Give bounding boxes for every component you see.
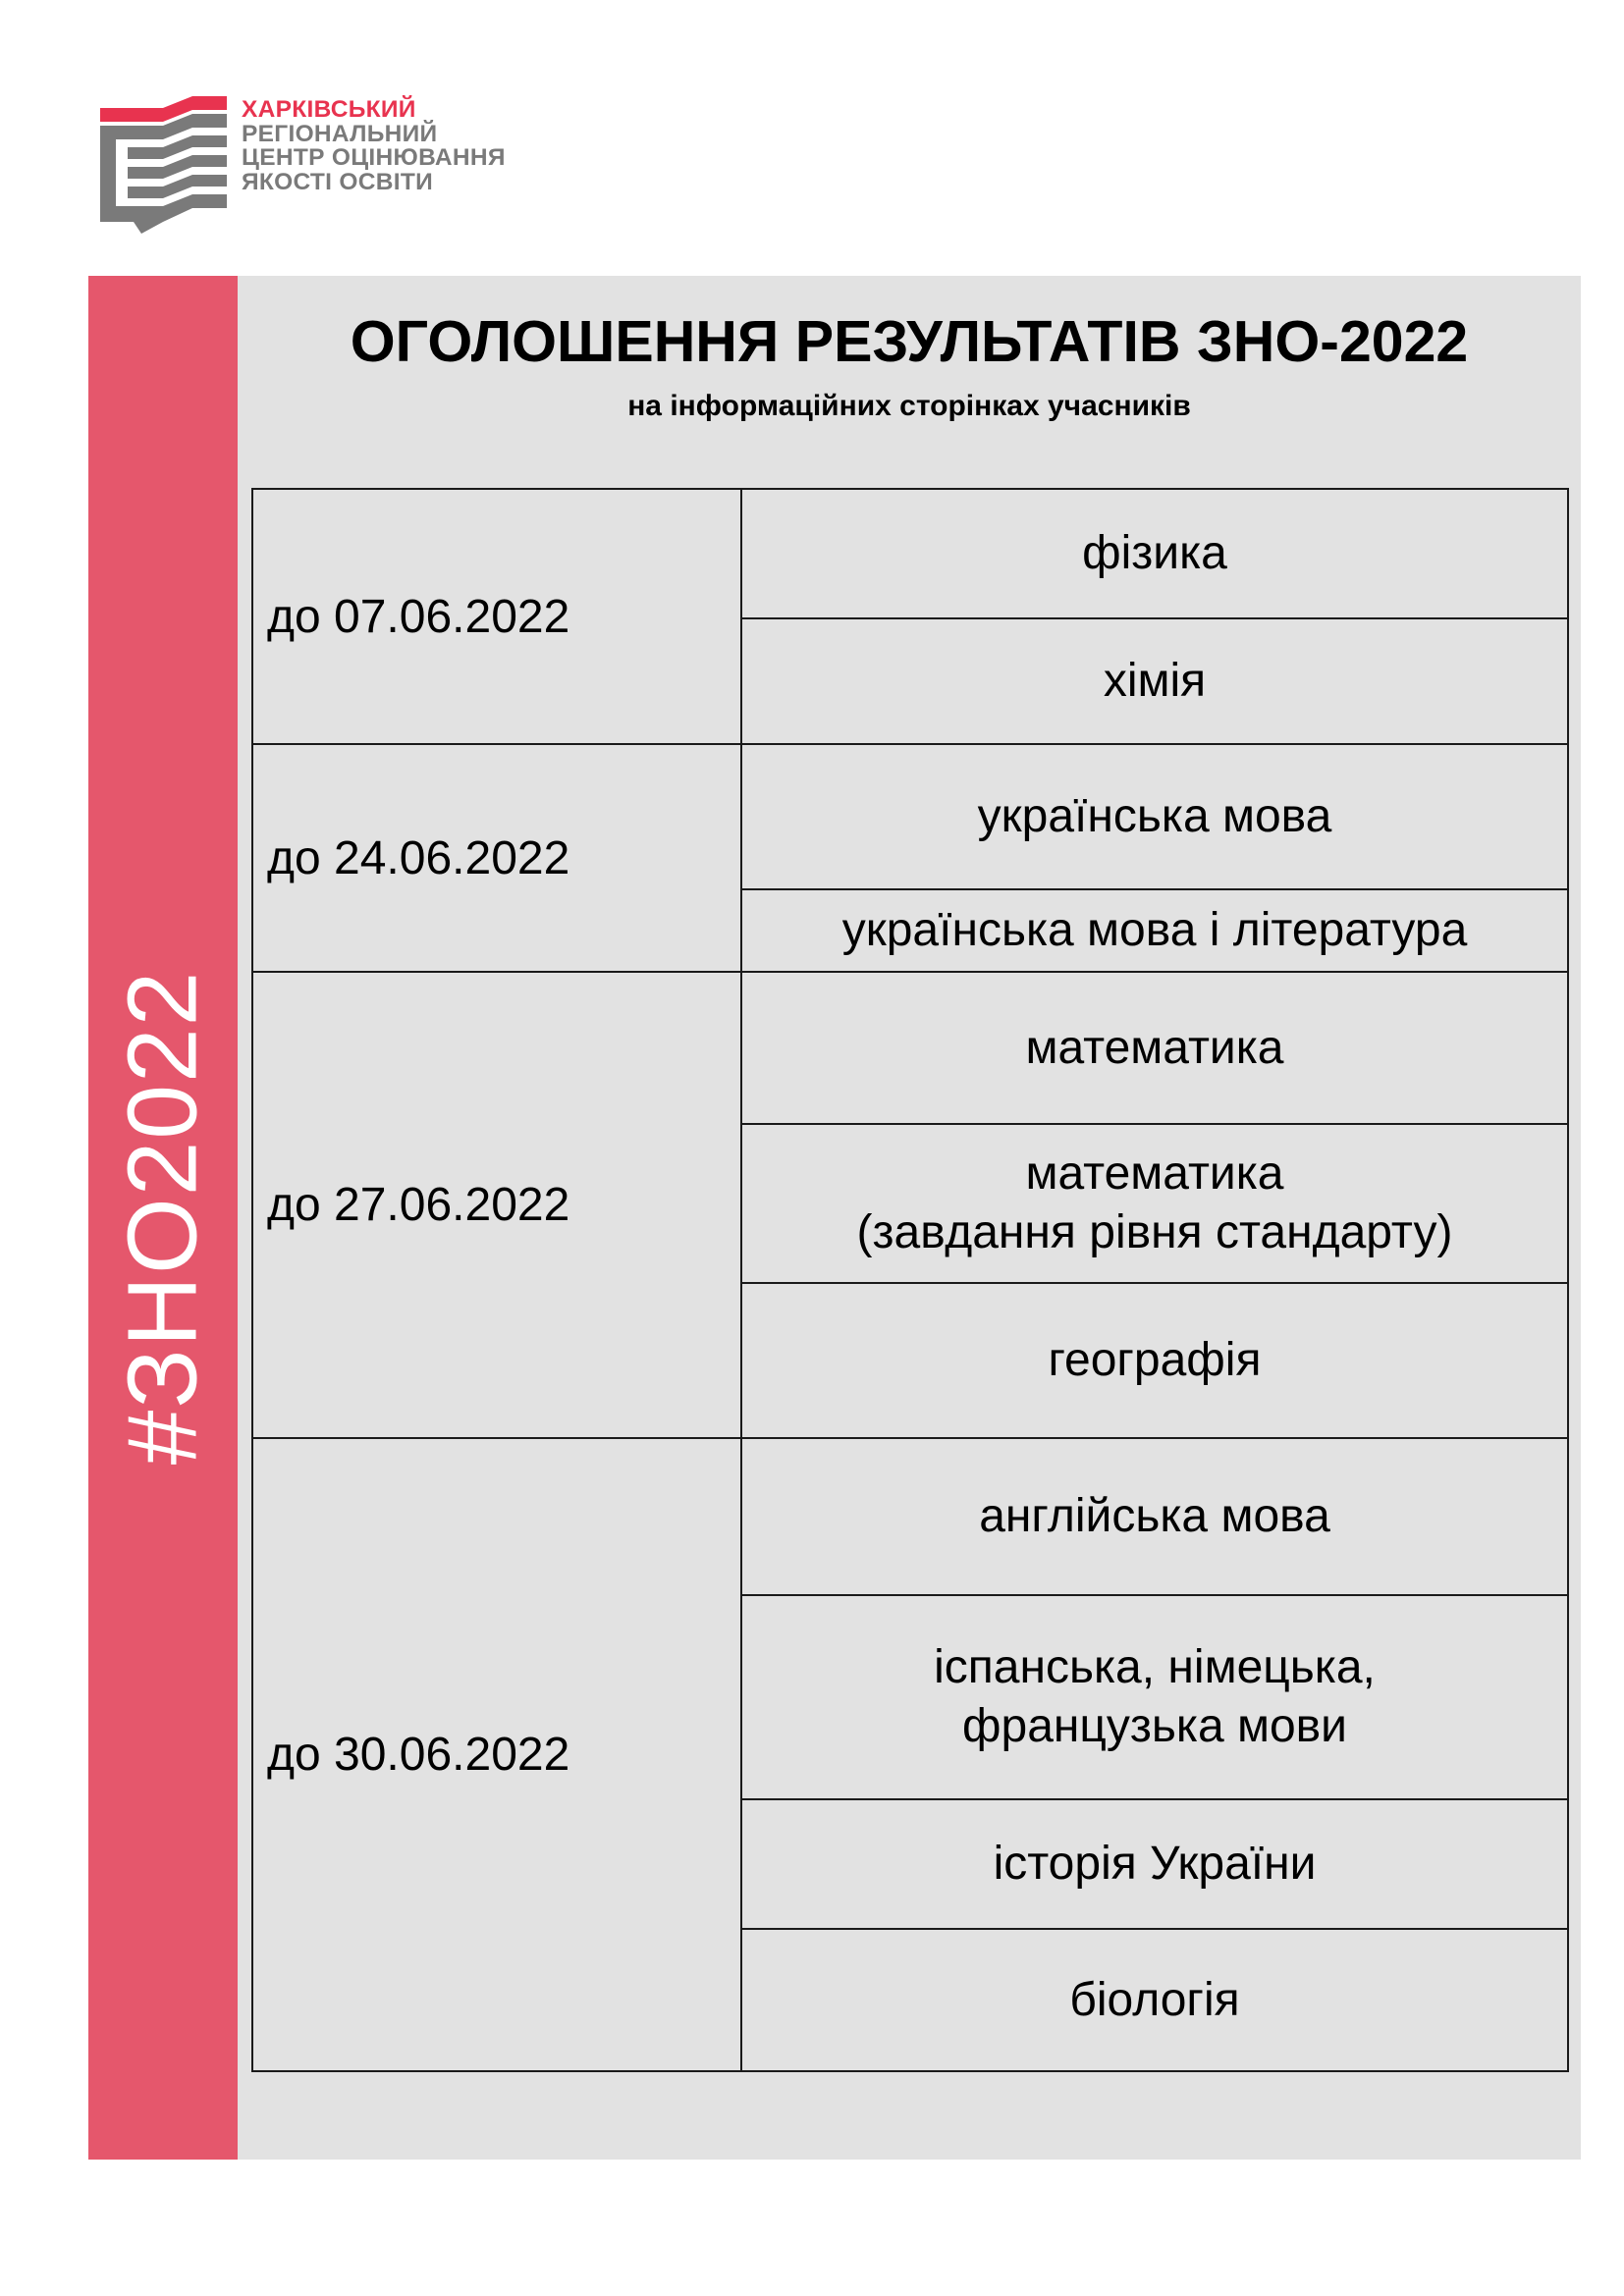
- page-title: ОГОЛОШЕННЯ РЕЗУЛЬТАТІВ ЗНО-2022: [350, 309, 1469, 374]
- subject-cell: англійська мова: [741, 1438, 1568, 1595]
- date-cell: до 27.06.2022: [252, 972, 741, 1438]
- logo: [94, 96, 546, 234]
- schedule-table: [251, 488, 1569, 2072]
- subject-cell: фізика: [741, 489, 1568, 618]
- table-row: [252, 489, 1568, 618]
- page-subtitle: на інформаційних сторінках учасників: [627, 390, 1191, 422]
- hashtag-label: #ЗНО2022: [107, 969, 218, 1466]
- date-cell: до 07.06.2022: [252, 489, 741, 744]
- subject-cell: математика (завдання рівня стандарту): [741, 1124, 1568, 1283]
- date-cell: до 30.06.2022: [252, 1438, 741, 2071]
- subject-cell: математика: [741, 972, 1568, 1124]
- subject-cell: біологія: [741, 1929, 1568, 2071]
- table-row: [252, 744, 1568, 889]
- date-cell: до 24.06.2022: [252, 744, 741, 972]
- subject-cell: українська мова: [741, 744, 1568, 889]
- subject-cell: географія: [741, 1283, 1568, 1438]
- logo-line-1: ХАРКІВСЬКИЙ: [242, 96, 416, 123]
- subject-cell: іспанська, німецька, французька мови: [741, 1595, 1568, 1799]
- subject-cell: історія України: [741, 1799, 1568, 1929]
- logo-line-4: ЯКОСТІ ОСВІТИ: [242, 168, 434, 195]
- table-row: [252, 1438, 1568, 1595]
- book-logo-icon: [94, 96, 242, 234]
- logo-line-3: ЦЕНТР ОЦІНЮВАННЯ: [242, 144, 506, 171]
- logo-line-2: РЕГІОНАЛЬНИЙ: [242, 120, 438, 147]
- table-row: [252, 972, 1568, 1124]
- subject-cell: хімія: [741, 618, 1568, 744]
- subject-cell: українська мова і література: [741, 889, 1568, 972]
- logo-text: [242, 98, 506, 194]
